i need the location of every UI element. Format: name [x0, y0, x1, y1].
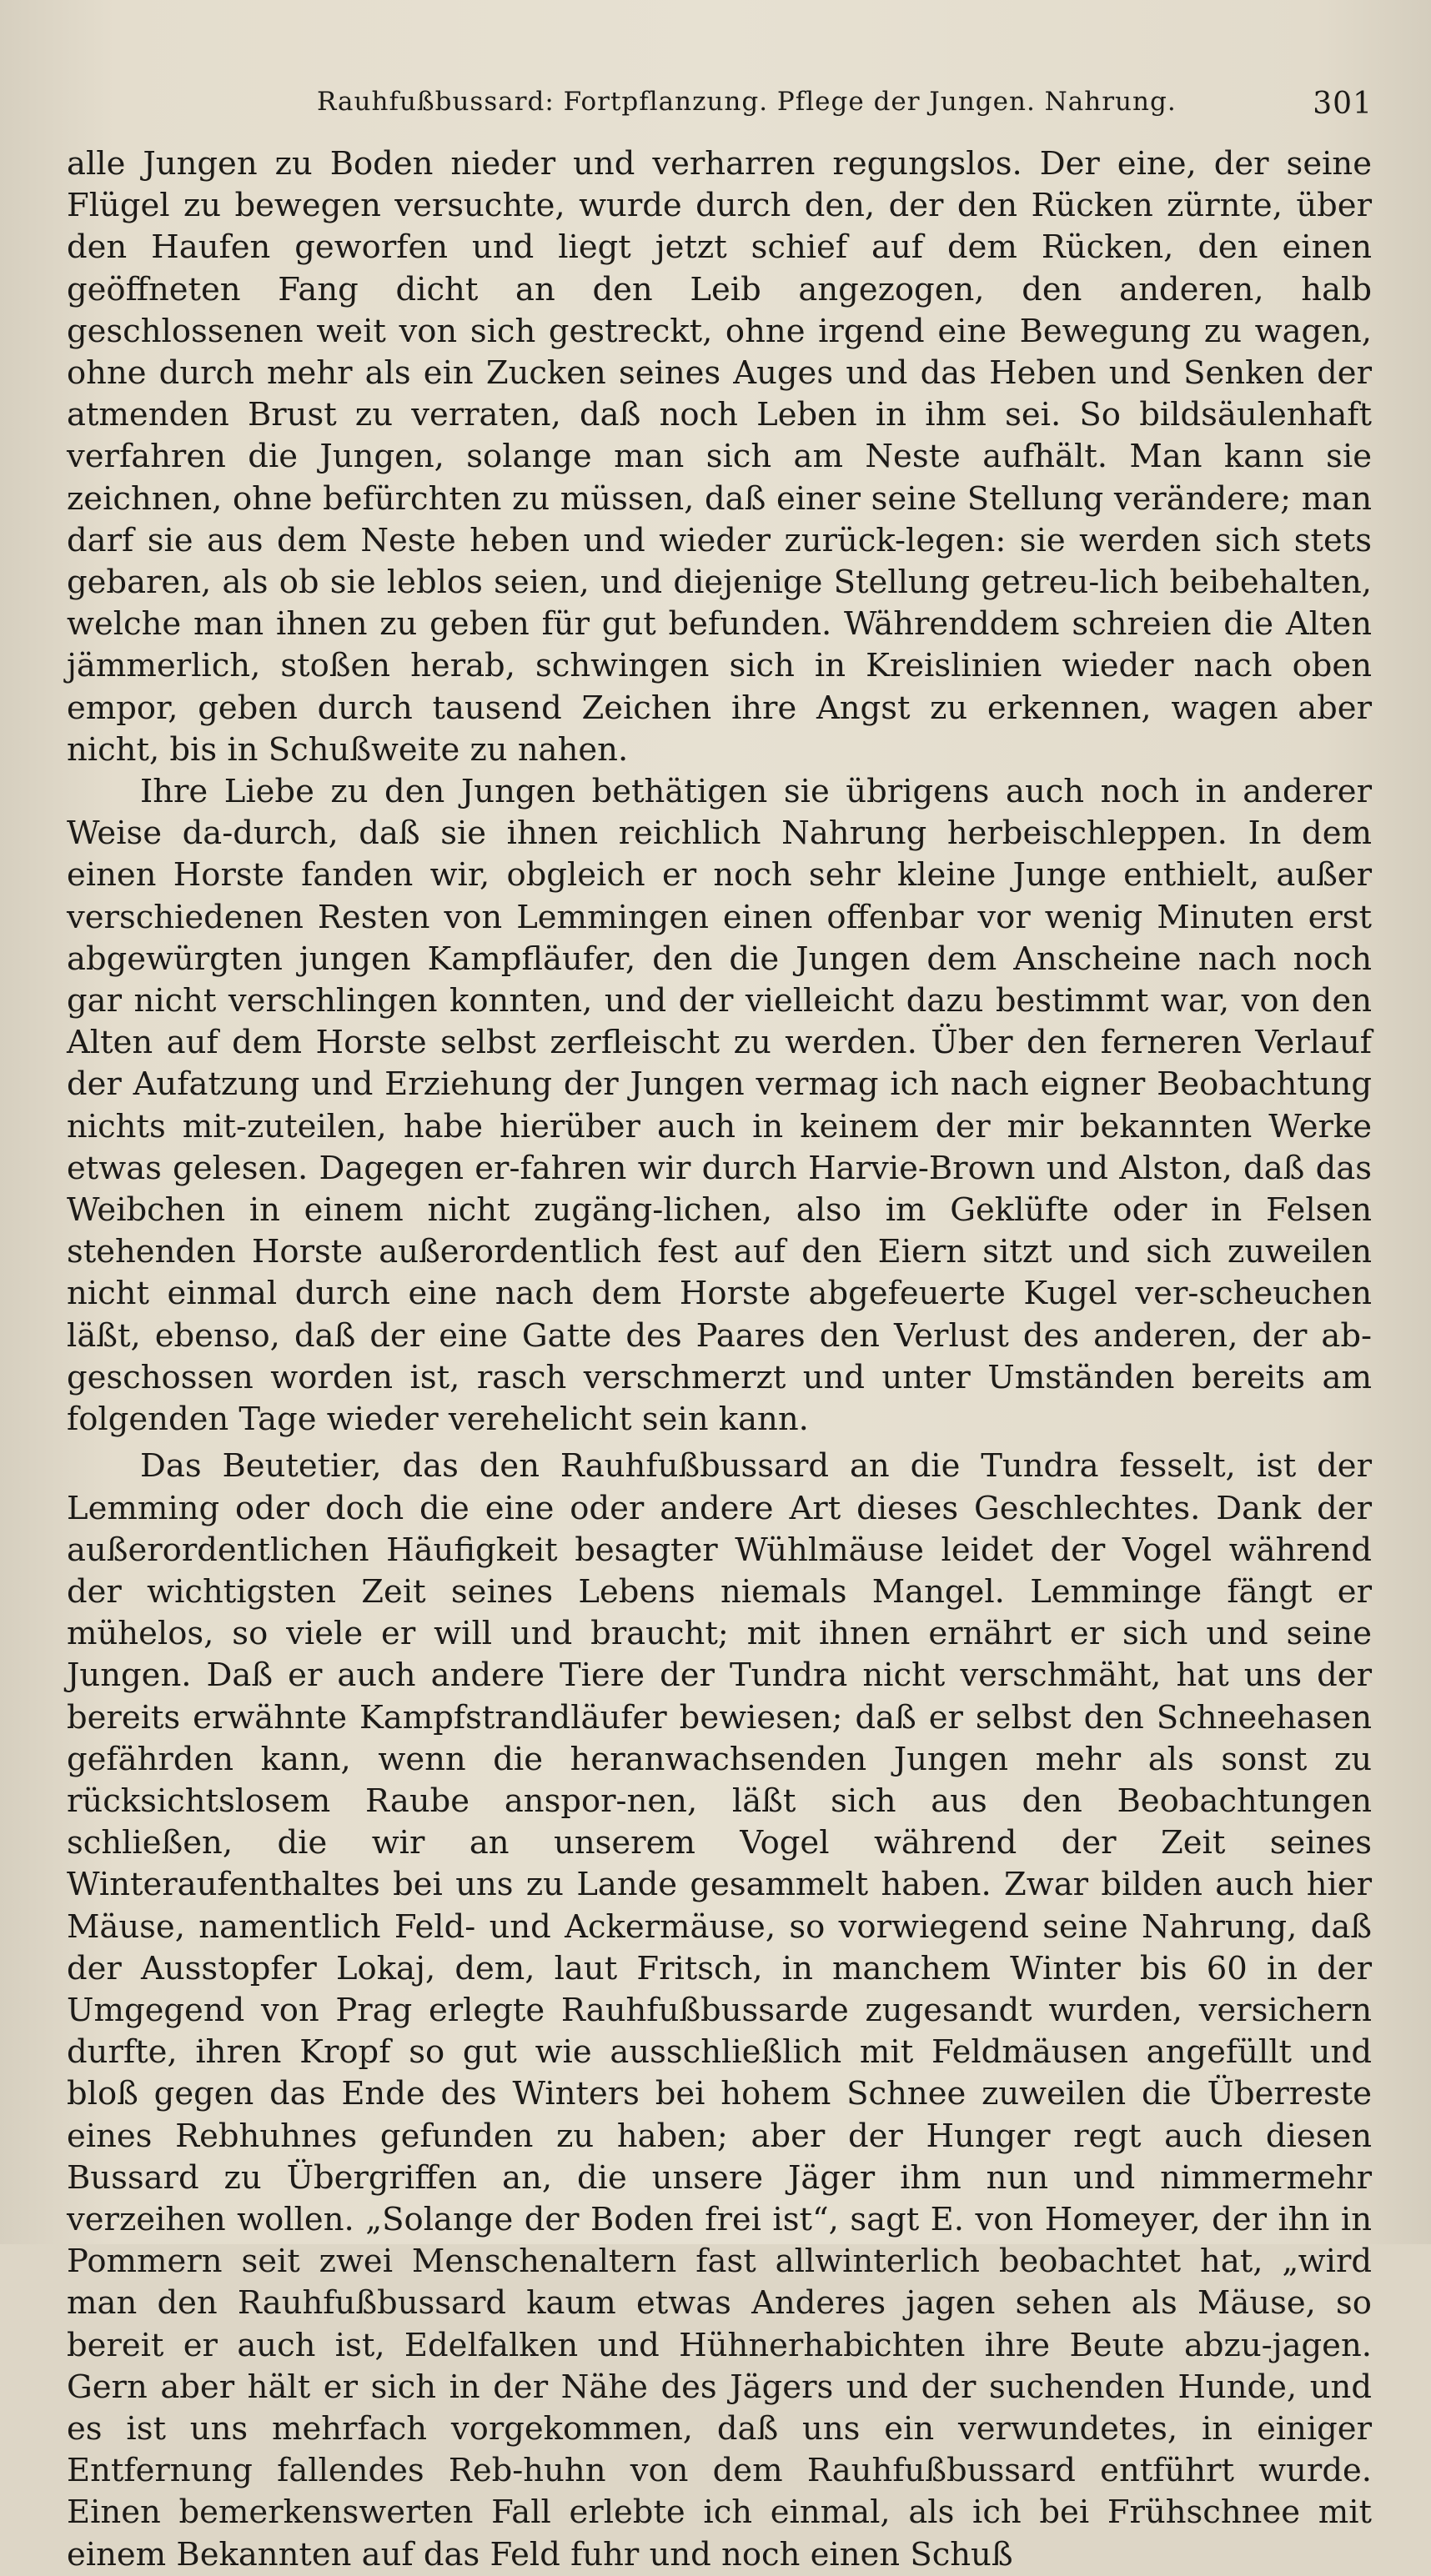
paragraph-continued: alle Jungen zu Boden nieder und verharren regungslos. Der eine, der seine Flügel zu bewegen versuchte, wurde durch den, der den Rücken zürnte, über den Haufen geworfen und liegt jetzt schief auf dem Rücken, den einen geöffneten Fang dicht an den Leib angezogen, den anderen, halb geschlossenen weit von sich gestreckt, ohne irgend eine Bewegung zu wagen, ohne durch mehr als ein Zucken seines Auges und das Heben und Senken der atmenden Brust zu verraten, daß noch Leben in ihm sei. So bildsäulenhaft verfahren die Jungen, solange man sich am Neste aufhält. Man kann sie zeichnen, ohne befürchten zu müssen, daß einer seine Stellung veränderе; man darf sie aus dem Neste heben und wieder zurück-legen: sie werden sich stets gebaren, als ob sie leblos seien, und diejenige Stellung getreu-lich beibehalten, welche man ihnen zu geben für gut befunden. Währenddem schreien die Alten jämmerlich, stoßen herab, schwingen sich in Kreislinien wieder nach oben empor, geben durch tausend Zeichen ihre Angst zu erkennen, wagen aber nicht, bis in Schußweite zu nahen. [67, 145, 1372, 769]
running-title: Rauhfußbussard: Fortpflanzung. Pflege der Jungen. Nahrung. [317, 87, 1177, 117]
running-head [317, 87, 1373, 120]
body-text [67, 143, 1372, 2576]
paragraph: Ihre Liebe zu den Jungen bethätigen sie übrigens auch noch in anderer Weise da-durch, daß sie ihnen reichlich Nahrung herbeischleppen. In dem einen Horste fanden wir, obgleich er noch sehr kleine Junge enthielt, außer verschiedenen Resten von Lemmingen einen offenbar vor wenig Minuten erst abgewürgten jungen Kampfläufer, den die Jungen dem Anscheine nach noch gar nicht verschlingen konnten, und der vielleicht dazu bestimmt war, von den Alten auf dem Horste selbst zerfleischt zu werden. Über den ferneren Verlauf der Aufatzung und Erziehung der Jungen vermag ich nach eigner Beobachtung nichts mit-zuteilen, habe hierüber auch in keinem der mir bekannten Werke etwas gelesen. Dagegen er-fahren wir durch Harvie-Brown und Alston, daß das Weibchen in einem nicht zugäng-lichen, also im Geklüfte oder in Felsen stehenden Horste außerordentlich fest auf den Eiern sitzt und sich zuweilen nicht einmal durch eine nach dem Horste abgefeuerte Kugel ver-scheuchen läßt, ebenso, daß der eine Gatte des Paares den Verlust des anderen, der ab-geschossen worden ist, rasch verschmerzt und unter Umständen bereits am folgenden Tage wieder verehelicht sein kann. [67, 773, 1372, 1439]
page-number: 301 [1313, 87, 1373, 121]
paragraph: Das Beutetier, das den Rauhfußbussard an die Tundra fesselt, ist der Lemming oder doch die eine oder andere Art dieses Geschlechtes. Dank der außerordentlichen Häufigkeit besagter Wühlmäuse leidet der Vogel während der wichtigsten Zeit seines Lebens niemals Mangel. Lemminge fängt er mühelos, so viele er will und braucht; mit ihnen ernährt er sich und seine Jungen. Daß er auch andere Tiere der Tundra nicht verschmäht, hat uns der bereits erwähnte Kampfstrandläufer bewiesen; daß er selbst den Schneehasen gefährden kann, wenn die heranwachsenden Jungen mehr als sonst zu rücksichtslosem Raube anspor-nen, läßt sich aus den Beobachtungen schließen, die wir an unserem Vogel während der Zeit seines Winteraufenthaltes bei uns zu Lande gesammelt haben. Zwar bilden auch hier Mäuse, namentlich Feld- und Ackermäuse, so vorwiegend seine Nahrung, daß der Ausstopfer Lokaj, dem, laut Fritsch, in manchem Winter bis 60 in der Umgegend von Prag erlegte Rauhfußbussarde zugesandt wurden, versichern durfte, ihren Kropf so gut wie ausschließlich mit Feldmäusen angefüllt und bloß gegen das Ende des Winters bei hohem Schnee zuweilen die Überreste eines Rebhuhnes gefunden zu haben; aber der Hunger regt auch diesen Bussard zu Übergriffen an, die unsere Jäger ihm nun und nimmermehr verzeihen wollen. „Solange der Boden frei ist“, sagt E. von Homeyer, der ihn in Pommern seit zwei Menschenaltern fast allwinterlich beobachtet hat, „wird man den Rauhfußbussard kaum etwas Anderes jagen sehen als Mäuse, so bereit er auch ist, Edelfalken und Hühnerhabichten ihre Beute abzu-jagen. Gern aber hält er sich in der Nähe des Jägers und der suchenden Hunde, und es ist uns mehrfach vorgekommen, daß uns ein verwundetes, in einiger Entfernung fallendes Reb-huhn von dem Rauhfußbussard entführt wurde. Einen bemerkenswerten Fall erlebte ich einmal, als ich bei Frühschnee mit einem Bekannten auf das Feld fuhr und noch einen Schuß [67, 1447, 1372, 2573]
